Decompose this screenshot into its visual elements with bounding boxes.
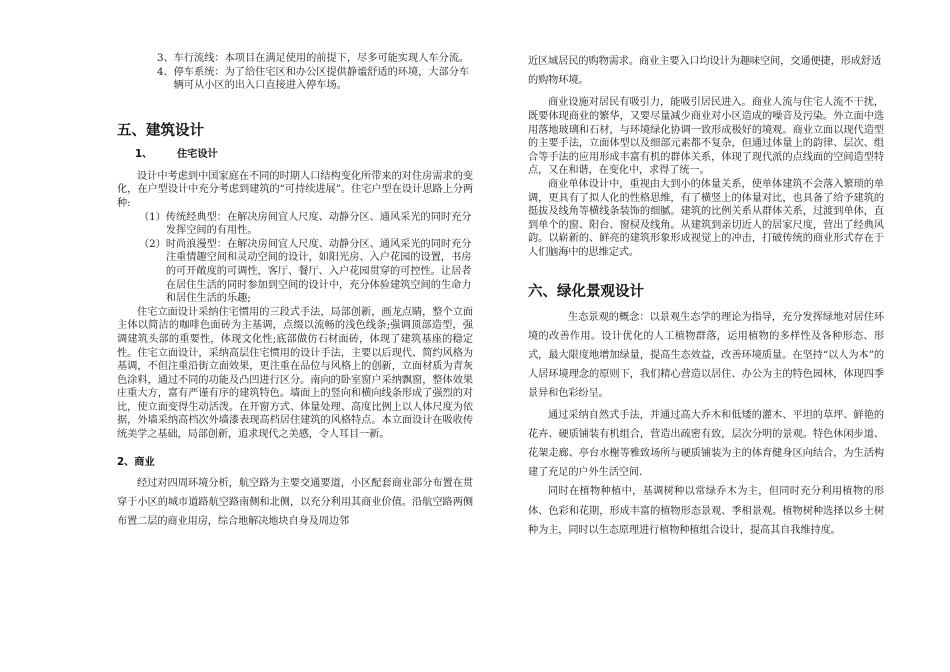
paragraph-facade: 住宅立面设计采纳住宅惯用的三段式手法，局部创新，画龙点睛，整个立面主体以简洁的咖啡色面砖为主基调，点缀以流畅的浅色线条;强调顶部造型，强调建筑头部的重要性，体现文化性;底部做仿石材面砖，体现了建筑基座的稳定性。住宅立面设计，采纳高层住宅惯用的设计手法，主要以后现代、简约风格为基调，不但注重沿街立面效果，更注重在品位与风格上的创新，立面材质为青灰色涂料，通过不同的功能及凸凹进行区分。南向的卧室窗户采纳飘窗，整体效果庄重大方，富有严谨有序的建筑特色。墙面上的竖向和横向线条形成了强烈的对比，使立面变得生动活泼。在开窗方式、体量处理、高度比例上以人体尺度为依据，外墙采纳高档次外墙漆表现高档居住建筑的风格特点。本立面设计在吸收传统美学之基础，局部创新，追求现代之美感，令人耳目一新。 <box>117 306 473 441</box>
section-heading-architecture: 五、建筑设计 <box>117 122 204 139</box>
list-number: 3、 <box>157 53 174 64</box>
paragraph-ecology: 生态景观的概念：以景观生态学的理论为指导，充分发挥绿地对居住环境的改善作用。设计优化的人工植物群落，运用植物的多样性及各种形态、形式，最大限度地增加绿量，提高生态效益，改善环境质量。在坚持“以人为本”的人居环境理念的原则下，我们精心营造以居住、办公为主的特色园林，体现四季景异和色彩纷呈。 <box>528 311 884 400</box>
option-number: （1） <box>139 211 166 223</box>
paragraph-commerce-single: 商业单体设计中，重视由大到小的体量关系，使单体建筑不会落入繁琐的单调，更具有了拟人化的性格思维，有了横竖上的体量对比，也具备了给予建筑的挺拔及线角等横线条装饰的细腻。建筑的比例关系从群体关系，过渡到单体，直到单个的窗、阳台、窗棂及线角。从建筑到亲切近人的居家尺度，营出了经典风韵。以崭新的、鲜亮的建筑形象形成视觉上的冲击，打破传统的商业形式存在于人们脑海中的思维定式。 <box>528 178 884 258</box>
paragraph-intro: 设计中考虑到中国家庭在不同的时期人口结构变化所带来的对住房需求的变化，在户型设计中充分考虑到建筑的“可持续进展”。住宅户型在设计思路上分两种: <box>117 170 473 209</box>
right-column <box>528 52 884 540</box>
option-number: （2） <box>139 238 166 250</box>
paragraph-commerce-design: 商业设施对居民有吸引力，能吸引居民进入。商业人流与住宅人流不干扰，既要体现商业的繁华，又要尽量减少商业对小区造成的噪音及污染。外立面中选用落地玻璃和石材，与环境绿化协调一致形成极好的境观。商业立面以现代造型的主要手法，立面体型以及细部元素都不复杂，但通过体量上的韵律、层次、组合等手法的应用形成丰富有机的群体关系，体现了现代派的点线面的空间造型特点，又在和谐，在变化中，求得了统一。 <box>528 97 884 177</box>
list-item-parking <box>157 66 473 93</box>
option-classic <box>139 211 473 238</box>
design-options-list <box>117 211 473 306</box>
list-number: 4、 <box>157 66 174 78</box>
section-heading-landscape: 六、绿化景观设计 <box>528 283 644 300</box>
subsection-heading-residential <box>117 148 473 162</box>
subsection-title: 住宅设计 <box>177 148 218 160</box>
list-text: 车行流线：本项目在满足使用的前提下，尽多可能实现人车分流。 <box>173 53 470 64</box>
option-romantic <box>139 238 473 306</box>
option-text: 传统经典型：在解决房间宜人尺度、动静分区、通风采光的同时充分发挥空间的有用性。 <box>165 211 472 237</box>
left-column <box>117 52 473 531</box>
numbered-list <box>117 52 473 93</box>
paragraph-planting: 同时在植物种植中，基调树种以常绿乔木为主，但同时充分利用植物的形体、色彩和花期，形成丰富的植物形态景观、季相景观。植物树种选择以乡土树种为主，同时以生态原理进行植物种植组合设计，提高其自我维持度。 <box>528 486 884 536</box>
paragraph-commerce: 经过对四周环境分析，航空路为主要交通要道，小区配套商业部分布置在贯穿于小区的城市道路航空路南侧和北侧，以充分利用其商业价值。沿航空路两侧布置二层的商业用房，综合地解决地块自身及周边邻 <box>117 477 473 528</box>
list-item-traffic <box>157 52 473 66</box>
paragraph-natural-style: 通过采纳自然式手法，并通过高大乔木和低矮的灌木、平坦的草坪、鲜艳的花卉、硬质铺装有机组合，营造出疏密有致，层次分明的景观。特色休闲步道、花架走廊、亭台水榭等雅致场所与硬质铺装为主的体育健身区向结合，为生活构建了充足的户外生活空间. <box>528 409 884 479</box>
list-text: 停车系统：为了给住宅区和办公区提供静谧舒适的环境，大部分车辆可从小区的出入口直接进入停车场。 <box>173 66 470 92</box>
subsection-heading-commerce: 2、商业 <box>117 456 155 468</box>
subsection-number: 1、 <box>135 148 153 160</box>
paragraph-commerce-continued: 近区域居民的购物需求。商业主要入口均设计为趣味空间，交通便捷，形成舒适的购物环境。 <box>528 56 882 87</box>
option-text: 时尚浪漫型：在解决房间宜人尺度、动静分区、通风采光的同时充分注重情趣空间和灵动空间的设计，如阳光房、入户花园的设置，书房的可开敞度的可调性，客厅、餐厅、入户花园贯穿的可控性。让居者在居住生活的同时参加到空间的设计中，充分体验建筑空间的生命力和居住生活的乐趣; <box>165 238 472 305</box>
